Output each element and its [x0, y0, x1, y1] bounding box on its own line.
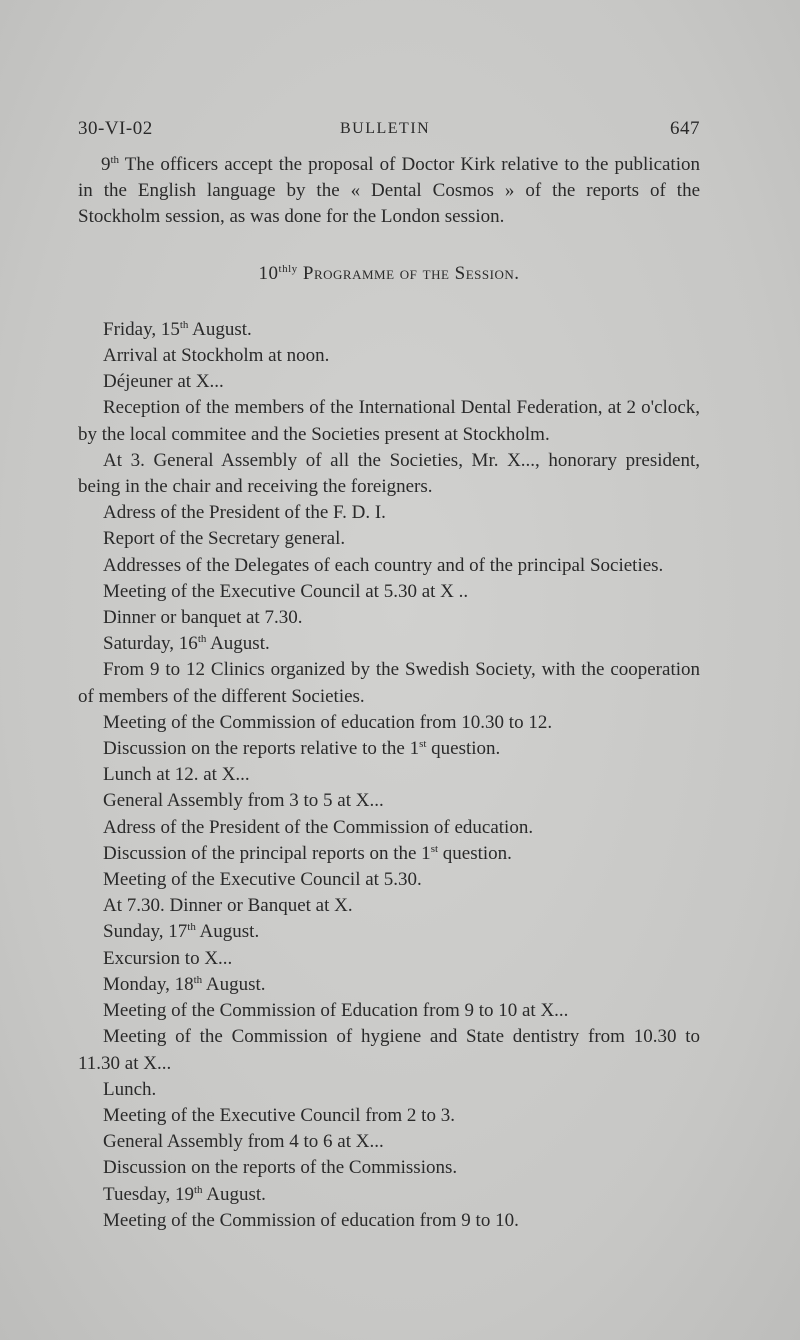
- programme-item: [78, 579, 700, 605]
- programme-item: [78, 553, 700, 579]
- programme-item-text: From 9 to 12 Clinics organized by the Swedish Society, with the cooperation of members of the different Societies.: [78, 659, 700, 707]
- programme-item: [78, 841, 700, 867]
- programme-item: [78, 1155, 700, 1181]
- programme-item-text: Déjeuner at X...: [103, 371, 224, 393]
- programme-item-text: question.: [426, 738, 501, 760]
- programme-item: [78, 631, 700, 657]
- programme-item-text: Lunch at 12. at X...: [103, 764, 250, 786]
- section-heading: [78, 261, 700, 287]
- programme-item: [78, 395, 700, 447]
- page-number: 647: [670, 118, 700, 139]
- programme-item-text: Discussion on the reports of the Commissions.: [103, 1157, 458, 1179]
- programme-item: [78, 1129, 700, 1155]
- paragraph-9-number: 9: [101, 154, 111, 175]
- programme-item: [78, 919, 700, 945]
- programme-item-sup: th: [197, 633, 207, 646]
- programme-item-sup: th: [193, 973, 203, 986]
- paragraph-9-text: The officers accept the proposal of Doctor Kirk relative to the publication in the English language by the « Dental Cosmos » of the reports of the Stockholm session, as was done for the London session.: [78, 154, 700, 228]
- programme-item-text: August.: [188, 318, 252, 340]
- programme-item: [78, 736, 700, 762]
- programme-item: [78, 762, 700, 788]
- programme-item-text: August.: [206, 633, 270, 655]
- programme-item: [78, 448, 700, 500]
- programme-item-sup: th: [193, 1183, 203, 1196]
- programme-item-text: Meeting of the Commission of hygiene and State dentistry from 10.30 to 11.30 at X...: [78, 1026, 700, 1074]
- programme-item-text: Meeting of the Commission of education from 10.30 to 12.: [103, 711, 553, 733]
- programme-item: [78, 972, 700, 998]
- programme-item-text: Meeting of the Commission of education from 9 to 10.: [103, 1209, 519, 1231]
- section-number: 10: [258, 262, 279, 284]
- programme-item-text: Dinner or banquet at 7.30.: [103, 607, 303, 629]
- programme-item-text: August.: [202, 1183, 266, 1205]
- page-header: [78, 118, 700, 144]
- programme-item-text: Sunday, 17: [103, 921, 188, 943]
- programme-item-text: Meeting of the Executive Council from 2 to 3.: [103, 1104, 455, 1126]
- header-date: 30-VI-02: [78, 118, 153, 139]
- programme-item-text: General Assembly from 3 to 5 at X...: [103, 790, 384, 812]
- programme-item: [78, 526, 700, 552]
- programme-item: [78, 788, 700, 814]
- programme-item-sup: th: [179, 318, 189, 331]
- header-title: BULLETIN: [340, 120, 431, 137]
- programme-item-text: General Assembly from 4 to 6 at X...: [103, 1131, 384, 1153]
- programme-item-text: Meeting of the Executive Council at 5.30.: [103, 869, 422, 891]
- programme-item-text: Arrival at Stockholm at noon.: [103, 345, 330, 367]
- section-title: Programme of the Session.: [297, 262, 520, 284]
- programme-item: [78, 1208, 700, 1234]
- programme-item-text: Tuesday, 19: [103, 1183, 194, 1205]
- programme-item: [78, 317, 700, 343]
- programme-item: [78, 343, 700, 369]
- programme-item-text: Adress of the President of the Commission of education.: [103, 816, 534, 838]
- paragraph-9: [78, 152, 700, 231]
- programme-item-text: At 3. General Assembly of all the Societies, Mr. X..., honorary president, being in the chair and receiving the foreigners.: [78, 449, 700, 498]
- body-text: [78, 152, 700, 1234]
- programme-item: [78, 1103, 700, 1129]
- programme-item-text: Report of the Secretary general.: [103, 528, 346, 550]
- programme-item: [78, 657, 700, 709]
- programme-item-sup: th: [187, 921, 196, 934]
- programme-item: [78, 815, 700, 841]
- programme-item-text: August.: [195, 921, 260, 943]
- programme-item: [78, 1182, 700, 1208]
- programme-item-text: Meeting of the Commission of Education from 9 to 10 at X...: [103, 1000, 569, 1022]
- programme-item-text: August.: [202, 973, 266, 995]
- programme-item: [78, 605, 700, 631]
- programme-item-text: Discussion of the principal reports on the 1: [103, 842, 431, 864]
- programme-item-text: At 7.30. Dinner or Banquet at X.: [103, 895, 353, 917]
- programme-item: [78, 1077, 700, 1103]
- programme-item-text: Friday, 15: [103, 318, 180, 340]
- programme-item-text: Addresses of the Delegates of each country and of the principal Societies.: [103, 554, 664, 576]
- programme-list: [78, 317, 700, 1234]
- programme-item: [78, 710, 700, 736]
- programme-item: [78, 1024, 700, 1076]
- programme-item-text: Discussion on the reports relative to the 1: [103, 738, 420, 760]
- programme-item-text: Adress of the President of the F. D. I.: [103, 502, 386, 524]
- programme-item-sup: st: [419, 738, 427, 751]
- programme-item-text: Meeting of the Executive Council at 5.30 at X ..: [103, 580, 469, 602]
- programme-item-sup: st: [430, 842, 439, 855]
- programme-item: [78, 893, 700, 919]
- programme-item-text: Saturday, 16: [103, 633, 198, 655]
- programme-item: [78, 998, 700, 1024]
- section-number-sup: thly: [278, 262, 298, 275]
- paragraph-9-sup: th: [110, 154, 120, 166]
- programme-item-text: Lunch.: [103, 1078, 157, 1100]
- programme-item: [78, 500, 700, 526]
- programme-item-text: Monday, 18: [103, 973, 194, 995]
- programme-item: [78, 867, 700, 893]
- programme-item-text: question.: [438, 842, 512, 864]
- programme-item: [78, 369, 700, 395]
- programme-item: [78, 946, 700, 972]
- programme-item-text: Reception of the members of the International Dental Federation, at 2 o'clock, by the local commitee and the Societies present at Stockholm.: [78, 397, 700, 445]
- programme-item-text: Excursion to X...: [103, 947, 233, 969]
